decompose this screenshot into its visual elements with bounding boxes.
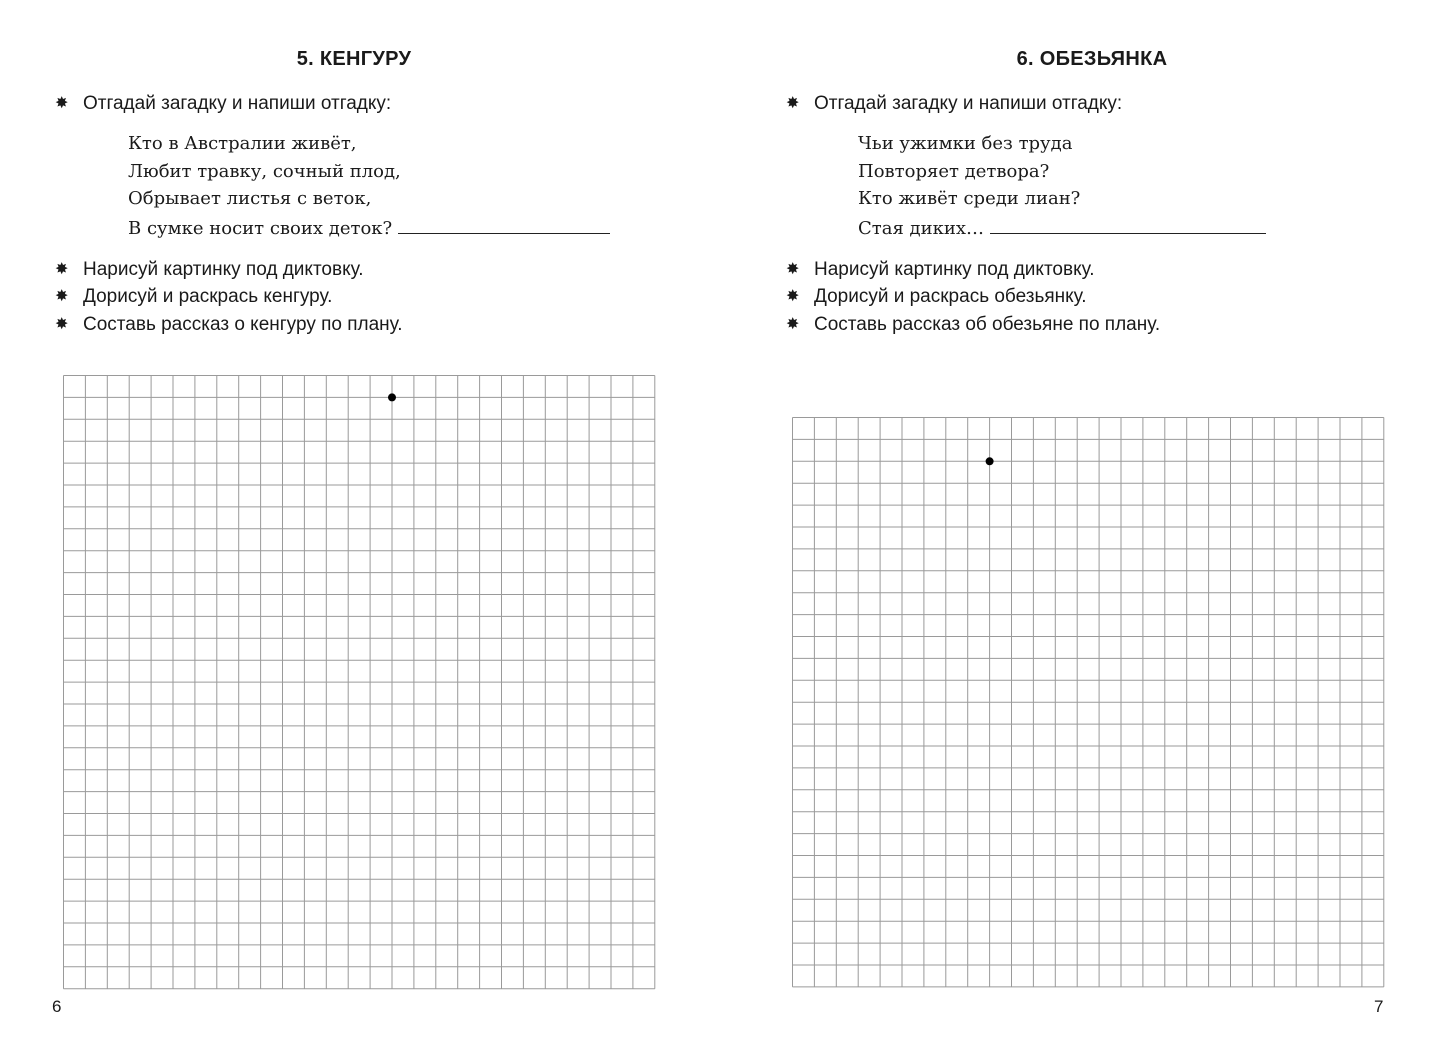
task-item [786, 314, 1160, 336]
task-item [55, 286, 332, 308]
drawing-grid[interactable] [63, 375, 657, 991]
task-text: Составь рассказ об обезьяне по плану. [814, 314, 1161, 335]
task-riddle [55, 93, 391, 115]
drawing-grid[interactable] [792, 417, 1386, 991]
page-number: 7 [1374, 997, 1384, 1016]
start-dot [388, 393, 396, 401]
asterisk-star-icon: ✸ [55, 316, 69, 333]
page-title: 6. ОБЕЗЬЯНКА [1016, 48, 1168, 70]
asterisk-star-icon: ✸ [55, 288, 69, 305]
asterisk-star-icon: ✸ [786, 95, 800, 112]
asterisk-star-icon: ✸ [786, 261, 800, 278]
task-item [786, 286, 1087, 308]
task-text: Отгадай загадку и напиши отгадку: [83, 93, 392, 114]
right-page [723, 0, 1445, 1051]
riddle-line: Любит травку, сочный плод, [128, 160, 401, 182]
task-item [55, 259, 364, 281]
task-text: Дорисуй и раскрась обезьянку. [814, 286, 1087, 307]
task-text: Дорисуй и раскрась кенгуру. [83, 286, 333, 307]
riddle-line: Чьи ужимки без труда [858, 133, 1073, 154]
riddle-last-line: В сумке носит своих деток? [128, 213, 610, 243]
answer-field[interactable] [990, 213, 1266, 234]
asterisk-star-icon: ✸ [786, 316, 800, 333]
asterisk-star-icon: ✸ [786, 288, 800, 305]
riddle-line: Кто в Австралии живёт, [128, 133, 357, 154]
task-item [55, 314, 403, 336]
start-dot [986, 457, 994, 465]
left-page [0, 0, 722, 1051]
task-text: Составь рассказ о кенгуру по плану. [83, 314, 403, 335]
riddle-line: Повторяет детвора? [858, 160, 1050, 182]
page-title: 5. КЕНГУРУ [296, 48, 412, 70]
task-riddle [786, 93, 1122, 115]
answer-field[interactable] [398, 213, 610, 234]
asterisk-star-icon: ✸ [55, 261, 69, 278]
riddle-last-line: Стая диких… [858, 213, 1266, 243]
task-item [786, 259, 1095, 281]
riddle [858, 130, 1266, 242]
riddle-line: Кто живёт среди лиан? [858, 188, 1081, 209]
riddle [128, 130, 610, 242]
task-text: Отгадай загадку и напиши отгадку: [814, 93, 1123, 114]
page-number: 6 [52, 997, 62, 1016]
task-text: Нарисуй картинку под диктовку. [83, 259, 364, 280]
asterisk-star-icon: ✸ [55, 95, 69, 112]
riddle-line: Обрывает листья с веток, [128, 188, 372, 209]
task-text: Нарисуй картинку под диктовку. [814, 259, 1095, 280]
